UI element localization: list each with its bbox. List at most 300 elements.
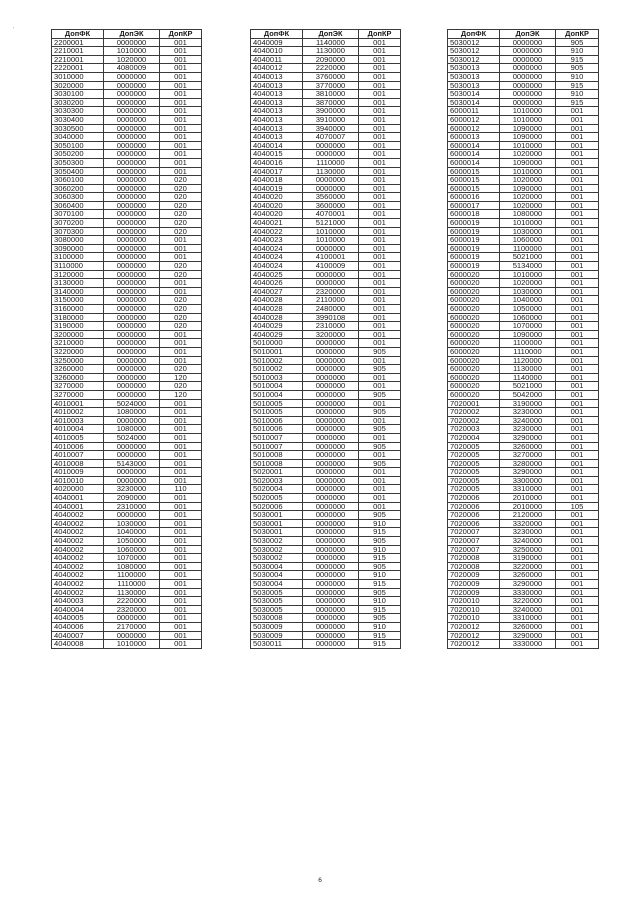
cell-dopkr: 905: [359, 511, 401, 520]
cell-dopkr: 001: [160, 588, 202, 597]
cell-dopfk: 5030002: [251, 537, 303, 546]
table-row: [448, 64, 599, 73]
table-row: [52, 287, 202, 296]
cell-dopfk: 7020012: [448, 631, 500, 640]
cell-dopkr: 001: [556, 511, 599, 520]
cell-dopkr: 001: [160, 167, 202, 176]
cell-dopfk: 7020012: [448, 622, 500, 631]
table-row: [448, 227, 599, 236]
header-dopkr: ДопКР: [556, 30, 599, 39]
cell-dopek: 1080000: [104, 562, 160, 571]
cell-dopfk: 7020009: [448, 580, 500, 589]
cell-dopkr: 001: [359, 72, 401, 81]
table-row: [448, 322, 599, 331]
cell-dopek: 1030000: [104, 519, 160, 528]
cell-dopfk: 4040022: [251, 227, 303, 236]
cell-dopek: 3260000: [500, 622, 556, 631]
cell-dopkr: 905: [359, 614, 401, 623]
cell-dopfk: 3030300: [52, 107, 104, 116]
cell-dopfk: 5030014: [448, 90, 500, 99]
cell-dopfk: 7020008: [448, 554, 500, 563]
cell-dopek: 0000000: [104, 219, 160, 228]
cell-dopkr: 020: [160, 365, 202, 374]
cell-dopfk: 7020007: [448, 545, 500, 554]
cell-dopfk: 7020001: [448, 399, 500, 408]
cell-dopek: 1130000: [303, 167, 359, 176]
cell-dopfk: 6000019: [448, 262, 500, 271]
cell-dopek: 0000000: [104, 442, 160, 451]
table-row: [52, 115, 202, 124]
cell-dopek: 0000000: [303, 631, 359, 640]
cell-dopfk: 6000020: [448, 365, 500, 374]
table-row: [52, 605, 202, 614]
cell-dopkr: 001: [160, 64, 202, 73]
table-header-row: [251, 30, 401, 39]
cell-dopek: 0000000: [303, 622, 359, 631]
cell-dopfk: 5030011: [251, 640, 303, 649]
cell-dopek: 1020000: [500, 279, 556, 288]
cell-dopfk: 4040002: [52, 571, 104, 580]
cell-dopek: 0000000: [500, 90, 556, 99]
cell-dopkr: 001: [359, 262, 401, 271]
table-row: [448, 373, 599, 382]
cell-dopek: 3240000: [500, 605, 556, 614]
cell-dopek: 0000000: [500, 47, 556, 56]
cell-dopkr: 020: [160, 322, 202, 331]
cell-dopfk: 7020005: [448, 442, 500, 451]
cell-dopkr: 001: [556, 399, 599, 408]
cell-dopfk: 7020010: [448, 605, 500, 614]
cell-dopek: 0000000: [104, 373, 160, 382]
cell-dopkr: 001: [556, 425, 599, 434]
table-row: [251, 322, 401, 331]
cell-dopek: 0000000: [303, 244, 359, 253]
cell-dopek: 1080000: [104, 425, 160, 434]
cell-dopfk: 3110000: [52, 262, 104, 271]
cell-dopkr: 001: [359, 433, 401, 442]
cell-dopfk: 4040028: [251, 305, 303, 314]
cell-dopfk: 3070300: [52, 227, 104, 236]
table-row: [448, 124, 599, 133]
cell-dopfk: 3140000: [52, 287, 104, 296]
cell-dopek: 1050000: [104, 537, 160, 546]
cell-dopek: 0000000: [104, 244, 160, 253]
header-dopkr: ДопКР: [359, 30, 401, 39]
cell-dopfk: 6000018: [448, 210, 500, 219]
cell-dopkr: 001: [359, 184, 401, 193]
table-row: [52, 236, 202, 245]
cell-dopfk: 4040017: [251, 167, 303, 176]
table-row: [448, 236, 599, 245]
cell-dopfk: 5010002: [251, 365, 303, 374]
cell-dopfk: 5030012: [448, 38, 500, 47]
table-row: [448, 193, 599, 202]
table-row: [52, 150, 202, 159]
cell-dopek: 0000000: [104, 356, 160, 365]
cell-dopfk: 2210001: [52, 47, 104, 56]
cell-dopek: 1100000: [500, 244, 556, 253]
cell-dopkr: 915: [359, 554, 401, 563]
data-table-left: [51, 29, 202, 649]
cell-dopek: 1060000: [500, 236, 556, 245]
cell-dopek: 0000000: [104, 262, 160, 271]
cell-dopek: 0000000: [104, 476, 160, 485]
table-row: [52, 184, 202, 193]
table-row: [52, 580, 202, 589]
cell-dopek: 0000000: [104, 98, 160, 107]
cell-dopek: 0000000: [303, 373, 359, 382]
cell-dopkr: 001: [556, 631, 599, 640]
cell-dopkr: 001: [556, 219, 599, 228]
cell-dopkr: 001: [160, 347, 202, 356]
cell-dopek: 5121000: [303, 219, 359, 228]
cell-dopek: 3900000: [303, 107, 359, 116]
cell-dopek: 0000000: [303, 347, 359, 356]
cell-dopkr: 001: [359, 124, 401, 133]
table-row: [448, 588, 599, 597]
cell-dopfk: 3260000: [52, 365, 104, 374]
cell-dopkr: 905: [556, 64, 599, 73]
cell-dopek: 1090000: [500, 124, 556, 133]
cell-dopek: 1010000: [500, 219, 556, 228]
cell-dopkr: 001: [160, 287, 202, 296]
cell-dopfk: 3180000: [52, 313, 104, 322]
cell-dopfk: 4040002: [52, 554, 104, 563]
table-row: [448, 365, 599, 374]
table-row: [448, 433, 599, 442]
cell-dopkr: 020: [160, 176, 202, 185]
cell-dopkr: 001: [556, 253, 599, 262]
header-dopkr: ДопКР: [160, 30, 202, 39]
header-dopfk: ДопФК: [251, 30, 303, 39]
cell-dopfk: 3200000: [52, 330, 104, 339]
table-row: [251, 571, 401, 580]
table-row: [448, 107, 599, 116]
cell-dopfk: 4040002: [52, 588, 104, 597]
table-row: [52, 81, 202, 90]
cell-dopfk: 3130000: [52, 279, 104, 288]
cell-dopfk: 7020002: [448, 408, 500, 417]
cell-dopkr: 905: [359, 442, 401, 451]
cell-dopfk: 3270000: [52, 382, 104, 391]
cell-dopek: 1030000: [500, 287, 556, 296]
cell-dopkr: 001: [359, 287, 401, 296]
cell-dopkr: 910: [556, 47, 599, 56]
cell-dopek: 1090000: [500, 133, 556, 142]
table-row: [52, 339, 202, 348]
cell-dopfk: 7020007: [448, 537, 500, 546]
cell-dopkr: 001: [160, 253, 202, 262]
table-row: [251, 124, 401, 133]
cell-dopkr: 020: [160, 270, 202, 279]
cell-dopfk: 7020007: [448, 528, 500, 537]
cell-dopek: 0000000: [303, 588, 359, 597]
table-row: [448, 468, 599, 477]
cell-dopek: 0000000: [303, 580, 359, 589]
cell-dopek: 3760000: [303, 72, 359, 81]
cell-dopek: 0000000: [104, 322, 160, 331]
table-row: [251, 38, 401, 47]
cell-dopek: 0000000: [104, 81, 160, 90]
cell-dopek: 1090000: [500, 158, 556, 167]
cell-dopfk: 4040004: [52, 605, 104, 614]
cell-dopkr: 915: [359, 640, 401, 649]
cell-dopkr: 001: [556, 339, 599, 348]
table-row: [251, 537, 401, 546]
cell-dopfk: 4040013: [251, 115, 303, 124]
cell-dopkr: 020: [160, 184, 202, 193]
table-row: [448, 382, 599, 391]
cell-dopfk: 4010002: [52, 408, 104, 417]
table-row: [251, 150, 401, 159]
table-row: [448, 416, 599, 425]
cell-dopkr: 001: [556, 545, 599, 554]
cell-dopek: 0000000: [303, 554, 359, 563]
table-row: [448, 81, 599, 90]
cell-dopfk: 3090000: [52, 244, 104, 253]
cell-dopkr: 001: [359, 236, 401, 245]
cell-dopfk: 4040020: [251, 210, 303, 219]
cell-dopfk: 5030009: [251, 631, 303, 640]
cell-dopfk: 4040020: [251, 193, 303, 202]
cell-dopkr: 001: [160, 81, 202, 90]
cell-dopfk: 5020006: [251, 502, 303, 511]
cell-dopek: 0000000: [303, 408, 359, 417]
cell-dopkr: 001: [359, 107, 401, 116]
cell-dopfk: 6000019: [448, 253, 500, 262]
table-row: [448, 408, 599, 417]
table-row: [448, 571, 599, 580]
table-row: [52, 562, 202, 571]
cell-dopfk: 4040015: [251, 150, 303, 159]
cell-dopkr: 001: [359, 339, 401, 348]
table-row: [448, 451, 599, 460]
table-row: [448, 622, 599, 631]
table-row: [52, 55, 202, 64]
cell-dopkr: 001: [160, 502, 202, 511]
table-row: [52, 588, 202, 597]
cell-dopkr: 001: [160, 38, 202, 47]
cell-dopek: 3230000: [500, 425, 556, 434]
cell-dopek: 5021000: [500, 382, 556, 391]
cell-dopfk: 6000016: [448, 193, 500, 202]
cell-dopfk: 5020001: [251, 468, 303, 477]
cell-dopfk: 5010008: [251, 451, 303, 460]
table-row: [448, 528, 599, 537]
table-row: [52, 399, 202, 408]
cell-dopkr: 001: [556, 468, 599, 477]
table-row: [448, 253, 599, 262]
table-row: [251, 528, 401, 537]
cell-dopek: 0000000: [303, 494, 359, 503]
cell-dopkr: 001: [160, 554, 202, 563]
cell-dopek: 3190000: [500, 399, 556, 408]
cell-dopek: 1090000: [500, 330, 556, 339]
cell-dopkr: 020: [160, 382, 202, 391]
table-row: [251, 433, 401, 442]
cell-dopfk: 4040013: [251, 72, 303, 81]
cell-dopek: 1010000: [500, 270, 556, 279]
table-row: [448, 640, 599, 649]
cell-dopek: 5024000: [104, 433, 160, 442]
cell-dopfk: 4010005: [52, 433, 104, 442]
cell-dopek: 2090000: [303, 55, 359, 64]
cell-dopfk: 4040013: [251, 81, 303, 90]
cell-dopfk: 3190000: [52, 322, 104, 331]
table-row: [251, 193, 401, 202]
table-row: [52, 485, 202, 494]
cell-dopkr: 001: [556, 408, 599, 417]
table-row: [251, 115, 401, 124]
cell-dopfk: 7020008: [448, 562, 500, 571]
cell-dopkr: 020: [160, 219, 202, 228]
cell-dopek: 0000000: [104, 115, 160, 124]
cell-dopek: 5021000: [500, 253, 556, 262]
table-row: [448, 390, 599, 399]
cell-dopfk: 6000014: [448, 141, 500, 150]
cell-dopfk: 5010006: [251, 416, 303, 425]
cell-dopkr: 001: [556, 390, 599, 399]
cell-dopek: 3770000: [303, 81, 359, 90]
table-row: [251, 210, 401, 219]
header-dopek: ДопЭК: [500, 30, 556, 39]
table-row: [448, 580, 599, 589]
table-row: [52, 502, 202, 511]
table-row: [448, 98, 599, 107]
table-row: [52, 107, 202, 116]
cell-dopek: 1070000: [500, 322, 556, 331]
table-row: [251, 55, 401, 64]
table-row: [448, 244, 599, 253]
cell-dopkr: 001: [160, 476, 202, 485]
table-row: [52, 201, 202, 210]
table-row: [448, 210, 599, 219]
cell-dopfk: 4040028: [251, 296, 303, 305]
cell-dopkr: 001: [556, 451, 599, 460]
cell-dopkr: 001: [160, 90, 202, 99]
cell-dopfk: 5010002: [251, 356, 303, 365]
cell-dopek: 2090000: [104, 494, 160, 503]
cell-dopkr: 001: [359, 64, 401, 73]
cell-dopkr: 001: [359, 158, 401, 167]
table-row: [251, 98, 401, 107]
cell-dopek: 0000000: [104, 296, 160, 305]
table-row: [251, 313, 401, 322]
table-row: [251, 253, 401, 262]
cell-dopfk: 7020005: [448, 468, 500, 477]
cell-dopkr: 001: [556, 485, 599, 494]
cell-dopek: 3290000: [500, 433, 556, 442]
table-row: [251, 72, 401, 81]
cell-dopfk: 4040002: [52, 511, 104, 520]
cell-dopek: 5134000: [500, 262, 556, 271]
cell-dopek: 1060000: [104, 545, 160, 554]
cell-dopek: 1070000: [104, 554, 160, 563]
cell-dopfk: 3100000: [52, 253, 104, 262]
data-table-middle: [250, 29, 401, 649]
cell-dopfk: 6000020: [448, 356, 500, 365]
cell-dopkr: 001: [160, 236, 202, 245]
header-dopfk: ДопФК: [448, 30, 500, 39]
cell-dopek: 0000000: [104, 38, 160, 47]
table-row: [448, 442, 599, 451]
cell-dopkr: 001: [556, 537, 599, 546]
cell-dopkr: 001: [160, 528, 202, 537]
cell-dopfk: 4040002: [52, 528, 104, 537]
data-table-right: [447, 29, 599, 649]
table-row: [448, 287, 599, 296]
cell-dopkr: 001: [556, 133, 599, 142]
table-row: [251, 390, 401, 399]
table-row: [52, 597, 202, 606]
cell-dopkr: 001: [359, 253, 401, 262]
table-row: [251, 236, 401, 245]
cell-dopfk: 5030004: [251, 571, 303, 580]
cell-dopfk: 5030004: [251, 562, 303, 571]
cell-dopek: 0000000: [104, 107, 160, 116]
table-row: [448, 605, 599, 614]
cell-dopek: 0000000: [104, 416, 160, 425]
cell-dopkr: 001: [556, 640, 599, 649]
cell-dopfk: 4040028: [251, 313, 303, 322]
cell-dopkr: 905: [359, 588, 401, 597]
cell-dopfk: 2210001: [52, 55, 104, 64]
cell-dopek: 0000000: [303, 270, 359, 279]
cell-dopkr: 001: [556, 330, 599, 339]
table-row: [251, 442, 401, 451]
cell-dopfk: 3050400: [52, 167, 104, 176]
table-row: [52, 176, 202, 185]
table-row: [52, 38, 202, 47]
cell-dopkr: 001: [160, 605, 202, 614]
cell-dopkr: 001: [160, 622, 202, 631]
cell-dopfk: 3220000: [52, 347, 104, 356]
cell-dopkr: 905: [359, 390, 401, 399]
cell-dopkr: 001: [556, 597, 599, 606]
table-row: [251, 476, 401, 485]
table-row: [52, 631, 202, 640]
cell-dopek: 0000000: [104, 150, 160, 159]
cell-dopfk: 4040023: [251, 236, 303, 245]
table-row: [448, 158, 599, 167]
table-row: [448, 614, 599, 623]
table-row: [52, 305, 202, 314]
cell-dopek: 3230000: [500, 408, 556, 417]
cell-dopfk: 3050300: [52, 158, 104, 167]
cell-dopkr: 910: [359, 571, 401, 580]
table-row: [251, 262, 401, 271]
table-row: [251, 287, 401, 296]
cell-dopek: 0000000: [303, 390, 359, 399]
table-row: [52, 476, 202, 485]
cell-dopkr: 915: [556, 55, 599, 64]
table-row: [251, 605, 401, 614]
cell-dopfk: 3060400: [52, 201, 104, 210]
cell-dopkr: 001: [160, 339, 202, 348]
cell-dopek: 2220000: [303, 64, 359, 73]
cell-dopek: 0000000: [500, 64, 556, 73]
cell-dopek: 1140000: [500, 373, 556, 382]
table-row: [251, 554, 401, 563]
cell-dopkr: 001: [160, 537, 202, 546]
table-row: [251, 167, 401, 176]
cell-dopfk: 3010000: [52, 72, 104, 81]
cell-dopkr: 001: [556, 356, 599, 365]
cell-dopfk: 5010005: [251, 408, 303, 417]
cell-dopfk: 2200001: [52, 38, 104, 47]
cell-dopfk: 4040009: [251, 38, 303, 47]
cell-dopfk: 6000019: [448, 219, 500, 228]
